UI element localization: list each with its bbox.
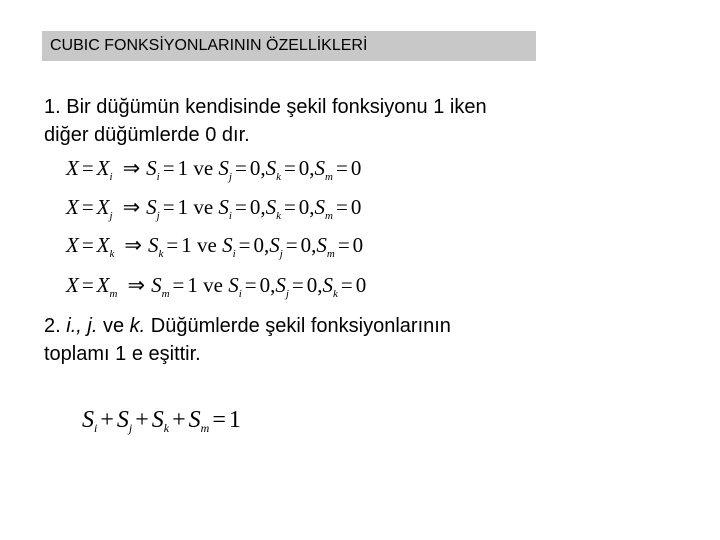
shape-function-letter: S <box>218 156 229 180</box>
word: düğümün <box>96 96 180 118</box>
shape-function-letter: S <box>148 233 159 257</box>
shape-function-letter: S <box>218 195 229 219</box>
comma: , <box>260 195 266 219</box>
shape-function-letter: S <box>314 156 326 180</box>
conjunction-ve: ve <box>188 195 219 219</box>
node-variable-letter: X <box>96 273 110 297</box>
equals-sign: = <box>81 233 94 257</box>
variable-x: X <box>66 273 79 297</box>
shape-function-letter: S <box>222 233 233 257</box>
shape-function <box>265 156 281 183</box>
shape-function <box>146 195 160 222</box>
shape-function-letter: S <box>275 273 286 297</box>
word: k. <box>129 315 146 337</box>
node-variable-letter: X <box>96 156 110 180</box>
value-zero: 0 <box>355 273 367 297</box>
shape-function <box>146 156 160 183</box>
word: fonksiyonu <box>332 96 428 118</box>
comma: , <box>311 233 317 257</box>
value-one: 1 <box>187 273 198 297</box>
value-zero: 0 <box>298 156 310 180</box>
shape-function <box>152 407 169 433</box>
point-2-text <box>44 312 602 368</box>
shape-function <box>222 233 236 260</box>
shape-function-subscript: j <box>156 210 160 222</box>
plus-sign: + <box>100 407 114 433</box>
shape-function <box>316 233 335 260</box>
shape-function-subscript: k <box>158 248 164 260</box>
equation-row <box>66 191 361 223</box>
shape-function <box>228 273 242 300</box>
word: 2. <box>44 315 61 337</box>
equals-sign: = <box>238 233 251 257</box>
shape-function-subscript: i <box>228 210 232 222</box>
shape-function <box>218 195 232 222</box>
equals-sign: = <box>283 195 296 219</box>
shape-function-subscript: m <box>200 421 210 435</box>
equation-row <box>66 229 363 261</box>
equation-row <box>66 152 361 184</box>
shape-function-letter: S <box>228 273 239 297</box>
shape-function <box>269 233 283 260</box>
equals-sign: = <box>337 233 350 257</box>
shape-function-subscript: j <box>279 248 283 260</box>
shape-function-letter: S <box>151 273 162 297</box>
word: Bir <box>66 96 91 118</box>
value-zero: 0 <box>253 233 264 257</box>
shape-function <box>265 195 281 222</box>
shape-function-letter: S <box>188 407 201 433</box>
node-variable <box>96 156 113 183</box>
equals-sign: = <box>81 195 94 219</box>
shape-function-subscript: m <box>325 171 333 183</box>
variable-x: X <box>66 233 79 257</box>
word: 1 <box>433 96 445 118</box>
shape-function <box>314 195 333 222</box>
equation-row <box>66 269 366 301</box>
word: kendisinde <box>185 96 281 118</box>
shape-function-letter: S <box>314 195 326 219</box>
plus-sign: + <box>135 407 149 433</box>
shape-function-letter: S <box>146 195 157 219</box>
shape-function-subscript: k <box>276 210 281 222</box>
shape-function-letter: S <box>82 407 94 433</box>
shape-function-letter: S <box>146 156 157 180</box>
comma: , <box>317 273 323 297</box>
value-one: 1 <box>177 156 189 180</box>
node-variable-subscript: m <box>109 288 118 300</box>
node-variable-letter: X <box>96 195 110 219</box>
point-2-line-2: toplamı 1 e eşittir. <box>44 343 201 365</box>
shape-function <box>148 233 164 260</box>
shape-function-subscript: j <box>228 171 232 183</box>
value-zero: 0 <box>298 195 310 219</box>
conjunction-ve: ve <box>197 273 229 297</box>
equals-sign: = <box>81 156 94 180</box>
shape-function <box>275 273 289 300</box>
shape-function-letter: S <box>265 156 277 180</box>
equals-sign: = <box>285 233 298 257</box>
conjunction-ve: ve <box>188 156 219 180</box>
value-zero: 0 <box>306 273 318 297</box>
comma: , <box>263 233 270 257</box>
value-zero: 0 <box>350 195 362 219</box>
node-variable-subscript: j <box>109 210 113 222</box>
word: ve <box>102 315 125 337</box>
node-variable-subscript: k <box>109 248 115 260</box>
shape-function <box>82 407 97 433</box>
equals-sign: = <box>212 407 226 433</box>
word: şekil <box>286 96 327 118</box>
shape-function <box>322 273 338 300</box>
node-variable <box>96 195 113 222</box>
shape-function-subscript: m <box>326 248 335 260</box>
shape-function <box>218 156 232 183</box>
conjunction-ve: ve <box>191 233 223 257</box>
equals-sign: = <box>234 156 247 180</box>
equals-sign: = <box>162 195 175 219</box>
equals-sign: = <box>172 273 185 297</box>
word: 1. <box>44 96 61 118</box>
point-1-text <box>44 93 602 149</box>
implies-arrow: ⇒ <box>127 273 146 297</box>
plus-sign: + <box>172 407 186 433</box>
section-title: CUBIC FONKSİYONLARININ ÖZELLİKLERİ <box>42 31 536 61</box>
comma: , <box>309 195 315 219</box>
equals-sign: = <box>336 195 348 219</box>
shape-function-subscript: k <box>333 288 338 300</box>
shape-function-letter: S <box>316 233 327 257</box>
equals-sign: = <box>244 273 257 297</box>
equals-sign: = <box>340 273 353 297</box>
equals-sign: = <box>81 273 94 297</box>
value-one: 1 <box>181 233 192 257</box>
node-variable-letter: X <box>96 233 110 257</box>
value-zero: 0 <box>350 156 362 180</box>
word: j. <box>87 315 98 337</box>
comma: , <box>260 156 266 180</box>
implies-arrow: ⇒ <box>122 156 141 180</box>
shape-function <box>117 407 132 433</box>
comma: , <box>309 156 315 180</box>
comma: , <box>270 273 276 297</box>
equals-sign: = <box>336 156 348 180</box>
shape-function <box>151 273 170 300</box>
shape-function-subscript: i <box>94 421 98 435</box>
node-variable <box>96 233 115 260</box>
shape-function-subscript: k <box>163 421 170 435</box>
variable-x: X <box>66 195 79 219</box>
value-one: 1 <box>177 195 189 219</box>
shape-function-subscript: j <box>285 288 289 300</box>
implies-arrow: ⇒ <box>124 233 142 257</box>
sum-equation <box>82 402 241 438</box>
variable-x: X <box>66 156 79 180</box>
shape-function-subscript: m <box>161 288 170 300</box>
word: Düğümlerde <box>150 315 260 337</box>
equals-sign: = <box>162 156 175 180</box>
word: fonksiyonlarının <box>310 315 451 337</box>
node-variable <box>96 273 118 300</box>
implies-arrow: ⇒ <box>122 195 141 219</box>
word: i., <box>66 315 82 337</box>
shape-function-letter: S <box>269 233 280 257</box>
word: iken <box>449 96 487 118</box>
shape-function-subscript: j <box>128 421 133 435</box>
shape-function-subscript: m <box>325 210 333 222</box>
equals-sign: = <box>234 195 247 219</box>
value-zero: 0 <box>259 273 271 297</box>
equals-sign: = <box>166 233 179 257</box>
shape-function-letter: S <box>151 407 164 433</box>
value-zero: 0 <box>249 195 261 219</box>
shape-function-letter: S <box>116 407 129 433</box>
shape-function-letter: S <box>322 273 333 297</box>
point-1-line-1 <box>44 93 602 121</box>
equals-sign: = <box>283 156 296 180</box>
point-2-line-1 <box>44 312 602 340</box>
shape-function-subscript: i <box>238 288 242 300</box>
shape-function-subscript: k <box>276 171 281 183</box>
value-zero: 0 <box>300 233 312 257</box>
shape-function <box>314 156 333 183</box>
value-zero: 0 <box>249 156 261 180</box>
word: şekil <box>265 315 306 337</box>
shape-function-letter: S <box>265 195 277 219</box>
shape-function-subscript: i <box>232 248 236 260</box>
point-1-line-2: diğer düğümlerde 0 dır. <box>44 124 250 146</box>
value-one: 1 <box>228 407 241 433</box>
equals-sign: = <box>291 273 304 297</box>
node-variable-subscript: i <box>109 171 113 183</box>
value-zero: 0 <box>352 233 364 257</box>
shape-function-subscript: i <box>156 171 160 183</box>
shape-function <box>189 407 210 433</box>
